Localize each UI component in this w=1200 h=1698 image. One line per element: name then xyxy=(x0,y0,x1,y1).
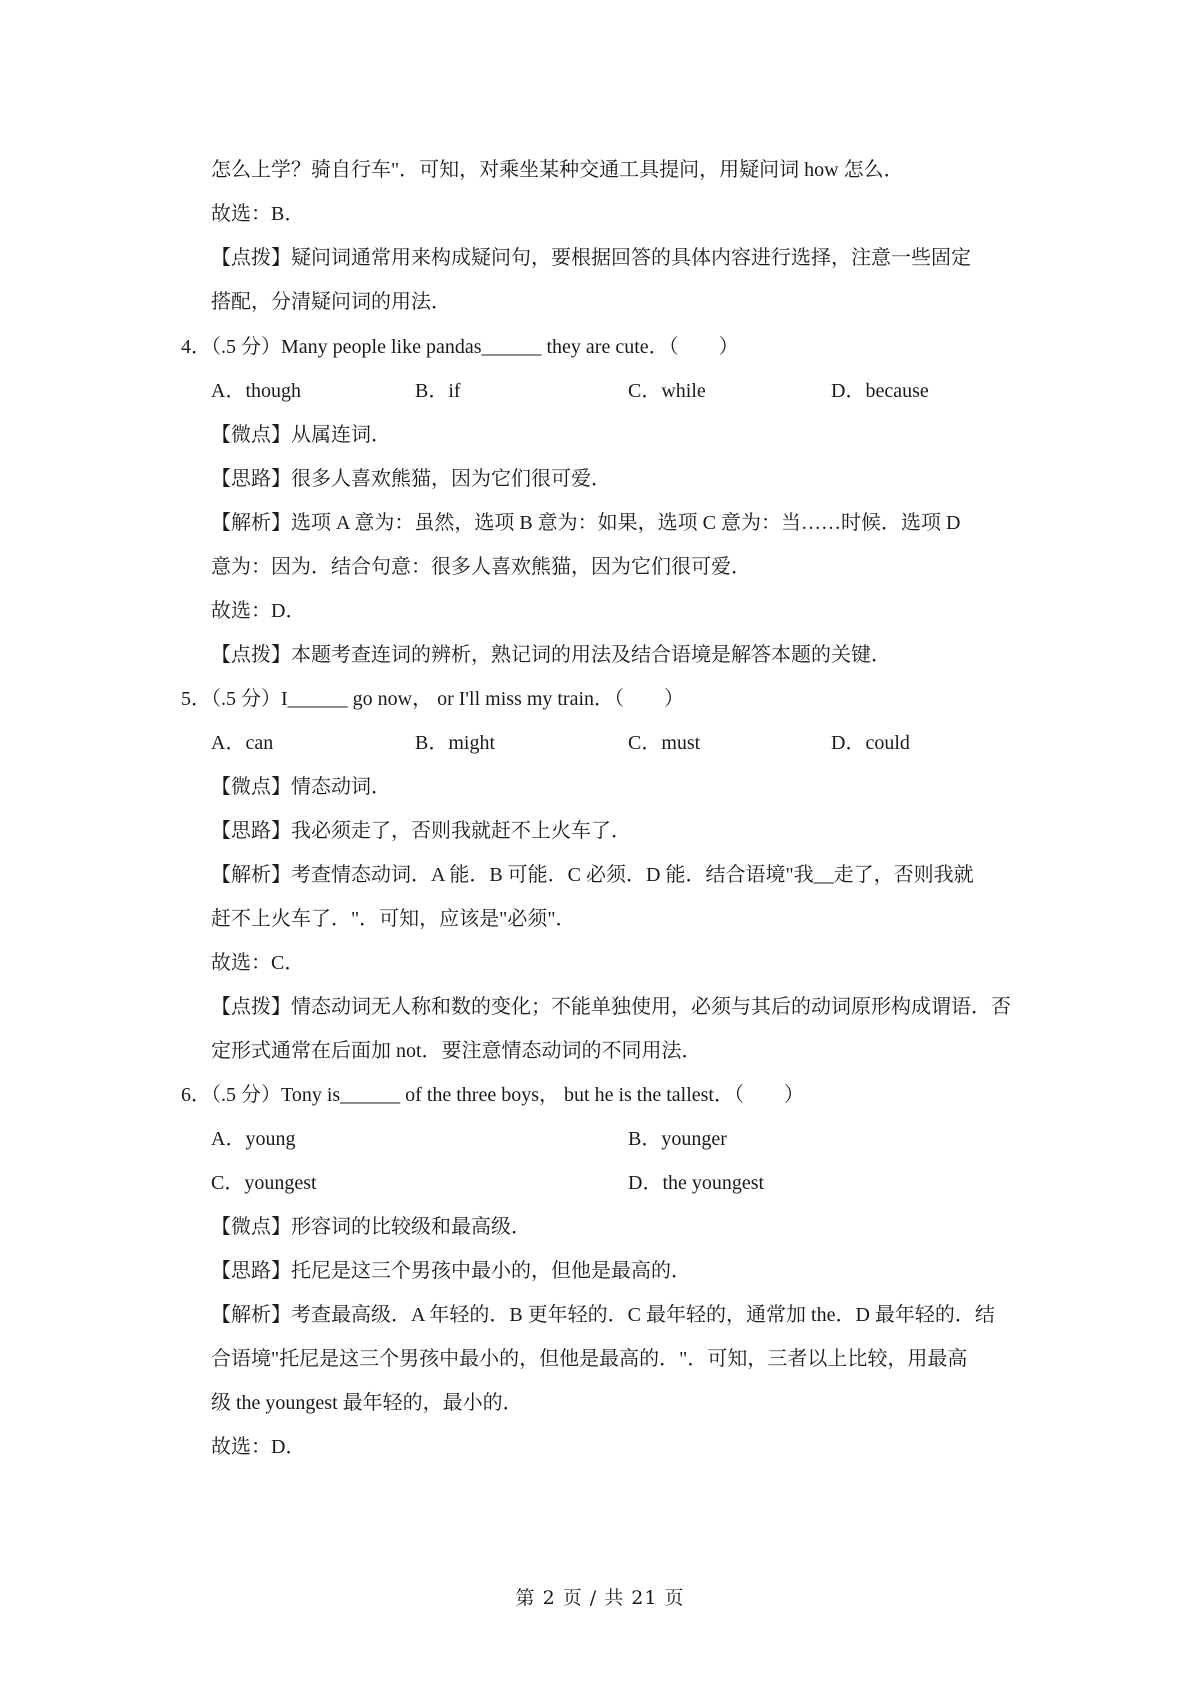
question-4-answer: 故选：D． xyxy=(211,600,306,622)
previous-tip-line-2: 搭配，分清疑问词的用法． xyxy=(211,291,451,313)
question-5-analysis-line-2: 赶不上火车了．"．可知，应该是"必须"． xyxy=(211,908,576,930)
question-6-option-c: C．youngest xyxy=(211,1172,317,1194)
question-5-tip-line-1: 【点拨】情态动词无人称和数的变化；不能单独使用，必须与其后的动词原形构成谓语．否 xyxy=(211,996,1011,1018)
question-6-analysis-line-2: 合语境"托尼是这三个男孩中最小的，但他是最高的．"．可知，三者以上比较，用最高 xyxy=(211,1348,968,1370)
question-5-analysis-line-1: 【解析】考查情态动词．A 能．B 可能．C 必须．D 能．结合语境"我__走了，否则我就 xyxy=(211,864,974,886)
question-5-point: 【微点】情态动词． xyxy=(211,776,391,798)
question-5-option-a: A．can xyxy=(211,732,274,754)
previous-tip-line-1: 【点拨】疑问词通常用来构成疑问句，要根据回答的具体内容进行选择，注意一些固定 xyxy=(211,247,971,269)
question-6-idea: 【思路】托尼是这三个男孩中最小的，但他是最高的． xyxy=(211,1260,691,1282)
question-5-option-b: B．might xyxy=(415,732,496,754)
question-6-analysis-line-3: 级 the youngest 最年轻的，最小的． xyxy=(211,1392,523,1414)
question-4-analysis-line-1: 【解析】选项 A 意为：虽然，选项 B 意为：如果，选项 C 意为：当……时候．选项 D xyxy=(211,512,961,534)
question-6-option-b: B．younger xyxy=(628,1128,727,1150)
question-4-option-d: D．because xyxy=(831,380,929,402)
previous-analysis-line: 怎么上学？骑自行车"．可知，对乘坐某种交通工具提问，用疑问词 how 怎么． xyxy=(211,159,904,181)
question-6-analysis-line-1: 【解析】考查最高级．A 年轻的．B 更年轻的．C 最年轻的，通常加 the．D 最年轻的．结 xyxy=(211,1304,995,1326)
question-5-tip-line-2: 定形式通常在后面加 not．要注意情态动词的不同用法． xyxy=(211,1040,702,1062)
question-5-option-d: D．could xyxy=(831,732,910,754)
question-4-stem: 4．（.5 分）Many people like pandas______ they are cute．（ ） xyxy=(181,336,739,358)
question-4-option-a: A．though xyxy=(211,380,301,402)
question-4-analysis-line-2: 意为：因为．结合句意：很多人喜欢熊猫，因为它们很可爱． xyxy=(211,556,751,578)
question-5-stem: 5．（.5 分）I______ go now， or I'll miss my train．（ ） xyxy=(181,688,685,710)
question-6-answer: 故选：D． xyxy=(211,1436,306,1458)
question-5-idea: 【思路】我必须走了，否则我就赶不上火车了． xyxy=(211,820,631,842)
question-4-option-b: B．if xyxy=(415,380,461,402)
question-5-answer: 故选：C． xyxy=(211,952,305,974)
question-6-point: 【微点】形容词的比较级和最高级． xyxy=(211,1216,531,1238)
question-4-idea: 【思路】很多人喜欢熊猫，因为它们很可爱． xyxy=(211,468,611,490)
question-6-option-d: D．the youngest xyxy=(628,1172,765,1194)
question-4-point: 【微点】从属连词． xyxy=(211,424,391,446)
question-6-stem: 6．（.5 分）Tony is______ of the three boys， but he is the tallest．（ ） xyxy=(181,1084,804,1106)
question-5-option-c: C．must xyxy=(628,732,701,754)
page-number-footer: 第 2 页 / 共 21 页 xyxy=(515,1587,685,1609)
question-4-tip: 【点拨】本题考查连词的辨析，熟记词的用法及结合语境是解答本题的关键． xyxy=(211,644,891,666)
question-4-option-c: C．while xyxy=(628,380,706,402)
previous-answer: 故选：B． xyxy=(211,203,305,225)
question-6-option-a: A．young xyxy=(211,1128,296,1150)
